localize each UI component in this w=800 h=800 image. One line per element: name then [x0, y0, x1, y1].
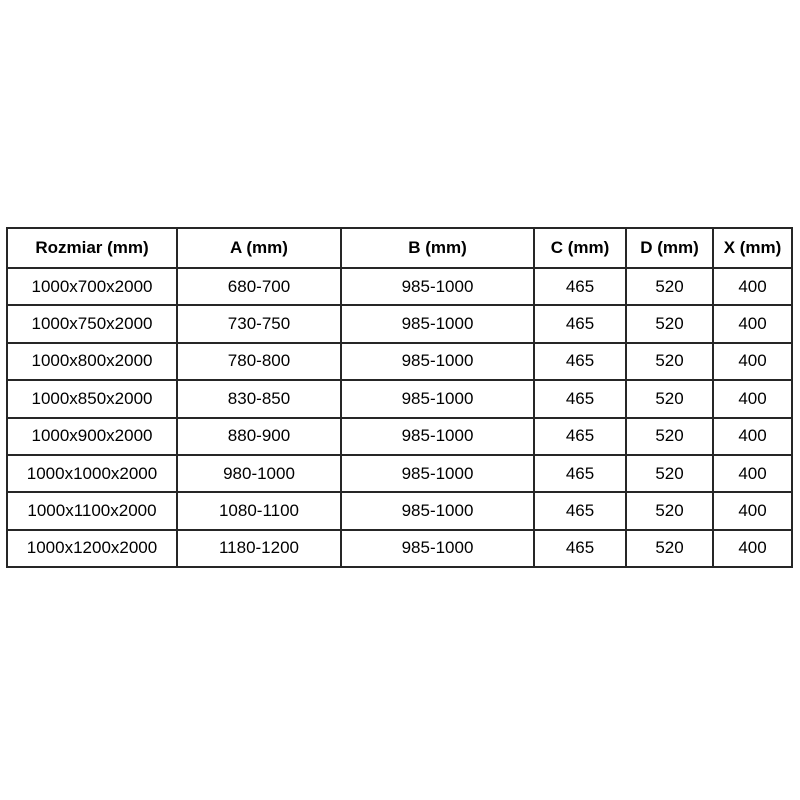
cell-rozmiar: 1000x700x2000 [7, 268, 177, 305]
cell-b: 985-1000 [341, 455, 534, 492]
column-header-a: A (mm) [177, 228, 341, 268]
cell-d: 520 [626, 418, 713, 455]
cell-a: 1080-1100 [177, 492, 341, 529]
table-row [7, 418, 792, 455]
cell-d: 520 [626, 343, 713, 380]
table-row [7, 455, 792, 492]
cell-b: 985-1000 [341, 530, 534, 567]
cell-d: 520 [626, 305, 713, 342]
cell-a: 1180-1200 [177, 530, 341, 567]
cell-rozmiar: 1000x1100x2000 [7, 492, 177, 529]
cell-a: 680-700 [177, 268, 341, 305]
cell-a: 980-1000 [177, 455, 341, 492]
cell-d: 520 [626, 530, 713, 567]
column-header-x: X (mm) [713, 228, 792, 268]
cell-x: 400 [713, 305, 792, 342]
table-row [7, 530, 792, 567]
cell-b: 985-1000 [341, 380, 534, 417]
cell-d: 520 [626, 268, 713, 305]
cell-x: 400 [713, 268, 792, 305]
cell-b: 985-1000 [341, 305, 534, 342]
column-header-d: D (mm) [626, 228, 713, 268]
cell-d: 520 [626, 380, 713, 417]
cell-rozmiar: 1000x750x2000 [7, 305, 177, 342]
cell-rozmiar: 1000x850x2000 [7, 380, 177, 417]
cell-rozmiar: 1000x800x2000 [7, 343, 177, 380]
cell-x: 400 [713, 455, 792, 492]
table-row [7, 492, 792, 529]
cell-x: 400 [713, 380, 792, 417]
cell-c: 465 [534, 455, 626, 492]
cell-rozmiar: 1000x1200x2000 [7, 530, 177, 567]
cell-b: 985-1000 [341, 418, 534, 455]
cell-b: 985-1000 [341, 492, 534, 529]
column-header-rozmiar: Rozmiar (mm) [7, 228, 177, 268]
cell-a: 730-750 [177, 305, 341, 342]
table-row [7, 268, 792, 305]
column-header-b: B (mm) [341, 228, 534, 268]
table-header-row [7, 228, 792, 268]
cell-c: 465 [534, 418, 626, 455]
cell-a: 780-800 [177, 343, 341, 380]
column-header-c: C (mm) [534, 228, 626, 268]
table-row [7, 380, 792, 417]
cell-x: 400 [713, 530, 792, 567]
cell-b: 985-1000 [341, 268, 534, 305]
dimensions-table [6, 227, 793, 568]
cell-d: 520 [626, 492, 713, 529]
cell-a: 830-850 [177, 380, 341, 417]
cell-c: 465 [534, 380, 626, 417]
cell-b: 985-1000 [341, 343, 534, 380]
cell-x: 400 [713, 492, 792, 529]
cell-rozmiar: 1000x900x2000 [7, 418, 177, 455]
cell-d: 520 [626, 455, 713, 492]
table-row [7, 305, 792, 342]
table-row [7, 343, 792, 380]
cell-c: 465 [534, 530, 626, 567]
cell-c: 465 [534, 268, 626, 305]
cell-c: 465 [534, 343, 626, 380]
cell-c: 465 [534, 492, 626, 529]
cell-x: 400 [713, 343, 792, 380]
cell-rozmiar: 1000x1000x2000 [7, 455, 177, 492]
cell-a: 880-900 [177, 418, 341, 455]
cell-c: 465 [534, 305, 626, 342]
cell-x: 400 [713, 418, 792, 455]
